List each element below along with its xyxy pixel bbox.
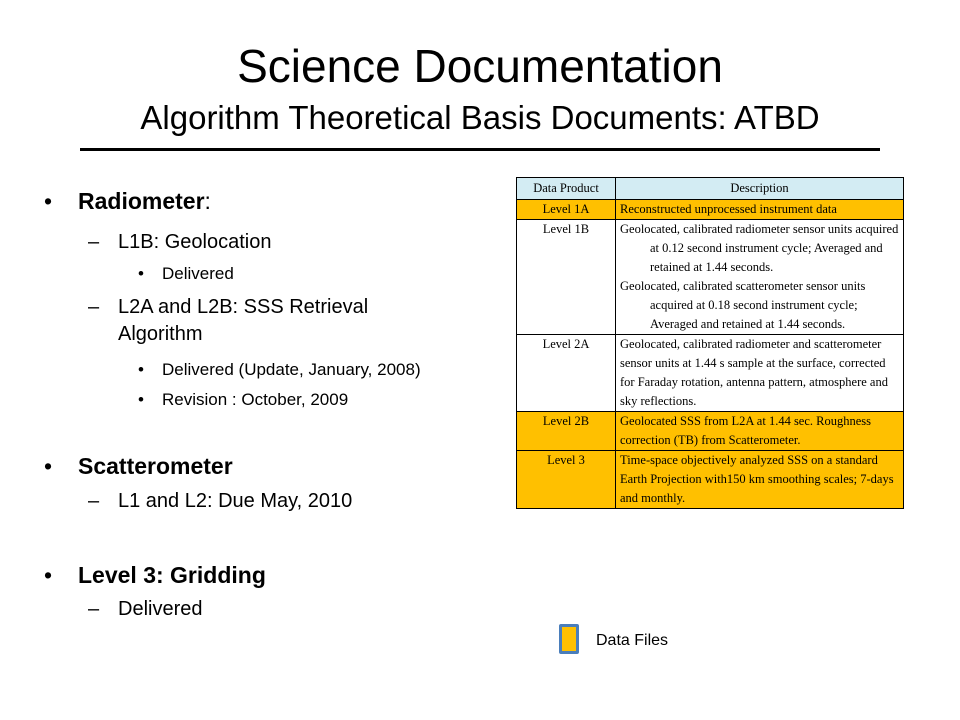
bullet-level3	[44, 562, 266, 589]
bullet-scatterometer-label: Scatterometer	[78, 453, 233, 479]
cell-description	[616, 220, 904, 335]
cell-description	[616, 451, 904, 509]
bullet-marker: •	[44, 188, 53, 214]
table-row-level-2a	[517, 335, 904, 412]
sub-bullet-l2-label: L2A and L2B: SSS Retrieval	[118, 296, 369, 318]
dash-marker: –	[88, 231, 100, 253]
description-text: Time-space objectively analyzed SSS on a standard Earth Projection with150 km smoothing scales; 7-days and monthly.	[620, 453, 894, 505]
sub-bullet-level3-delivered	[88, 598, 202, 621]
bullet-scatterometer	[44, 453, 233, 480]
table-row-level-2b	[517, 412, 904, 451]
l2-delivered-label: Delivered (Update, January, 2008)	[162, 360, 421, 379]
table-row-level-1a	[517, 200, 904, 220]
description-text: Geolocated, calibrated radiometer and scatterometer sensor units at 1.44 s sample at the surface, corrected for Faraday rotation, antenna pattern, atmosphere and sky reflections.	[620, 337, 888, 408]
slide-subtitle: Algorithm Theoretical Basis Documents: ATBD	[140, 99, 820, 136]
sub-sub-bullet-l2-delivered	[138, 360, 421, 380]
sub-bullet-scat-l1l2-label: L1 and L2: Due May, 2010	[118, 490, 353, 512]
title-divider	[80, 148, 880, 151]
header-data-product: Data Product	[517, 178, 616, 200]
cell-product: Level 1A	[517, 200, 616, 220]
data-files-swatch	[559, 624, 579, 654]
sub-bullet-l2	[88, 296, 368, 319]
data-product-table	[516, 177, 904, 509]
cell-product: Level 2A	[517, 335, 616, 412]
sub-bullet-l2-continuation: Algorithm	[118, 323, 203, 345]
table-row-level-1b	[517, 220, 904, 335]
sub-bullet-l1b	[88, 231, 271, 254]
bullet-marker: •	[138, 264, 144, 283]
sub-bullet-level3-delivered-label: Delivered	[118, 598, 203, 620]
dash-marker: –	[88, 296, 100, 318]
description-text: Geolocated, calibrated radiometer sensor units acquired at 0.12 second instrument cycle; Averaged and retained at 1.44 seconds.	[620, 222, 899, 274]
description-text: Geolocated SSS from L2A at 1.44 sec. Roughness correction (TB) from Scatterometer.	[620, 414, 872, 447]
cell-description	[616, 200, 904, 220]
sub-sub-bullet-l2-revision	[138, 390, 348, 410]
sub-bullet-l1b-label: L1B: Geolocation	[118, 231, 272, 253]
table-row-level-3	[517, 451, 904, 509]
bullet-radiometer-colon: :	[204, 188, 211, 214]
l1b-delivered-label: Delivered	[162, 264, 234, 283]
dash-marker: –	[88, 598, 100, 620]
data-files-label: Data Files	[596, 632, 669, 649]
cell-description	[616, 412, 904, 451]
cell-product: Level 3	[517, 451, 616, 509]
dash-marker: –	[88, 490, 100, 512]
bullet-radiometer	[44, 188, 211, 215]
l2-revision-label: Revision : October, 2009	[162, 390, 349, 409]
description-text: Geolocated, calibrated scatterometer sensor units acquired at 0.18 second instrument cycle; Averaged and retained at 1.44 seconds.	[620, 279, 866, 331]
bullet-marker: •	[44, 453, 53, 479]
header-description: Description	[616, 178, 904, 200]
cell-description	[616, 335, 904, 412]
cell-product: Level 2B	[517, 412, 616, 451]
bullet-marker: •	[138, 390, 144, 409]
slide-title: Science Documentation	[237, 40, 723, 92]
bullet-radiometer-label: Radiometer	[78, 188, 205, 214]
cell-product: Level 1B	[517, 220, 616, 335]
bullet-marker: •	[44, 562, 53, 588]
bullet-marker: •	[138, 360, 144, 379]
sub-bullet-scat-l1l2	[88, 490, 352, 513]
description-text: Reconstructed unprocessed instrument data	[620, 202, 837, 216]
table-header-row	[517, 178, 904, 200]
sub-sub-bullet-l1b-delivered	[138, 264, 234, 284]
bullet-level3-label: Level 3: Gridding	[78, 562, 266, 588]
